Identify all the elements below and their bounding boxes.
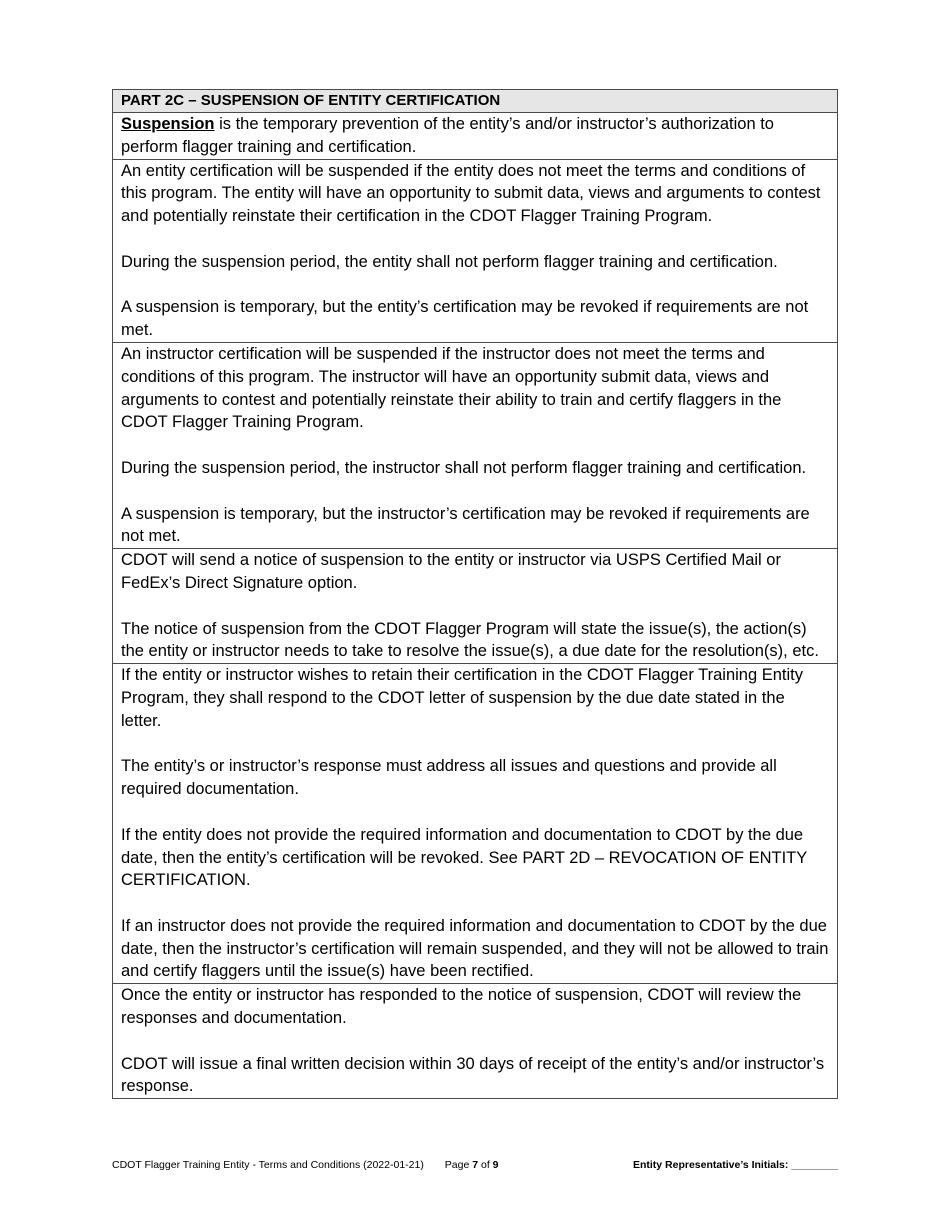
- page-of: of: [480, 1159, 490, 1171]
- paragraph: An entity certification will be suspended if the entity does not meet the terms and conditions of this program. The entity will have an opportunity to submit data, views and arguments to contest and potentially reinstate their certification in the CDOT Flagger Training Program.: [121, 161, 821, 226]
- definition-row: [113, 112, 837, 159]
- paragraph: The notice of suspension from the CDOT Flagger Program will state the issue(s), the action(s) the entity or instructor needs to take to resolve the issue(s), a due date for the resolution(s), etc.: [121, 619, 819, 661]
- paragraph: A suspension is temporary, but the entity’s certification may be revoked if requirements are not met.: [121, 298, 809, 340]
- paragraph: If the entity or instructor wishes to retain their certification in the CDOT Flagger Training Entity Program, they shall respond to the CDOT letter of suspension by the due date stated in the letter.: [121, 666, 803, 730]
- paragraph: During the suspension period, the entity shall not perform flagger training and certification.: [121, 252, 778, 271]
- definition-term: Suspension: [121, 115, 215, 133]
- paragraph: During the suspension period, the instructor shall not perform flagger training and certification.: [121, 458, 807, 477]
- paragraph: If an instructor does not provide the required information and documentation to CDOT by the due date, then the instructor’s certification will remain suspended, and they will not be allowed to train and certify flaggers until the issue(s) have been rectified.: [121, 916, 829, 981]
- paragraph: Once the entity or instructor has responded to the notice of suspension, CDOT will review the responses and documentation.: [121, 986, 802, 1028]
- page-current: 7: [472, 1159, 479, 1171]
- initials-label: Entity Representative’s Initials: ________: [632, 1159, 838, 1171]
- footer-left: [112, 1158, 499, 1172]
- page-total: 9: [492, 1159, 499, 1171]
- page-word: Page: [444, 1159, 470, 1171]
- paragraph: The entity’s or instructor’s response must address all issues and questions and provide all required documentation.: [121, 757, 777, 799]
- decision-row: [113, 983, 837, 1098]
- paragraph: An instructor certification will be suspended if the instructor does not meet the terms and conditions of this program. The instructor will have an opportunity submit data, views and arguments to contest and potentially reinstate their ability to train and certify flaggers in the CDOT Flagger Training Program.: [121, 344, 782, 432]
- paragraph: If the entity does not provide the required information and documentation to CDOT by the due date, then the entity’s certification will be revoked. See PART 2D – REVOCATION OF ENTITY CERTIFICATION.: [121, 825, 807, 890]
- document-title: CDOT Flagger Training Entity - Terms and Conditions (2022-01-21): [112, 1159, 424, 1171]
- suspension-section-table: [112, 89, 838, 1099]
- paragraph: CDOT will issue a final written decision within 30 days of receipt of the entity’s and/or instructor’s response.: [121, 1054, 825, 1096]
- notice-row: [113, 548, 837, 663]
- page-number: [445, 1159, 499, 1171]
- definition-text: is the temporary prevention of the entity’s and/or instructor’s authorization to perform flagger training and certification.: [121, 115, 774, 156]
- section-title: PART 2C – SUSPENSION OF ENTITY CERTIFICATION: [113, 90, 837, 112]
- response-row: [113, 663, 837, 983]
- paragraph: A suspension is temporary, but the instructor’s certification may be revoked if requirements are not met.: [121, 504, 810, 546]
- paragraph: CDOT will send a notice of suspension to the entity or instructor via USPS Certified Mail or FedEx’s Direct Signature option.: [121, 551, 781, 592]
- instructor-suspension-row: [113, 342, 837, 548]
- entity-suspension-row: [113, 159, 837, 342]
